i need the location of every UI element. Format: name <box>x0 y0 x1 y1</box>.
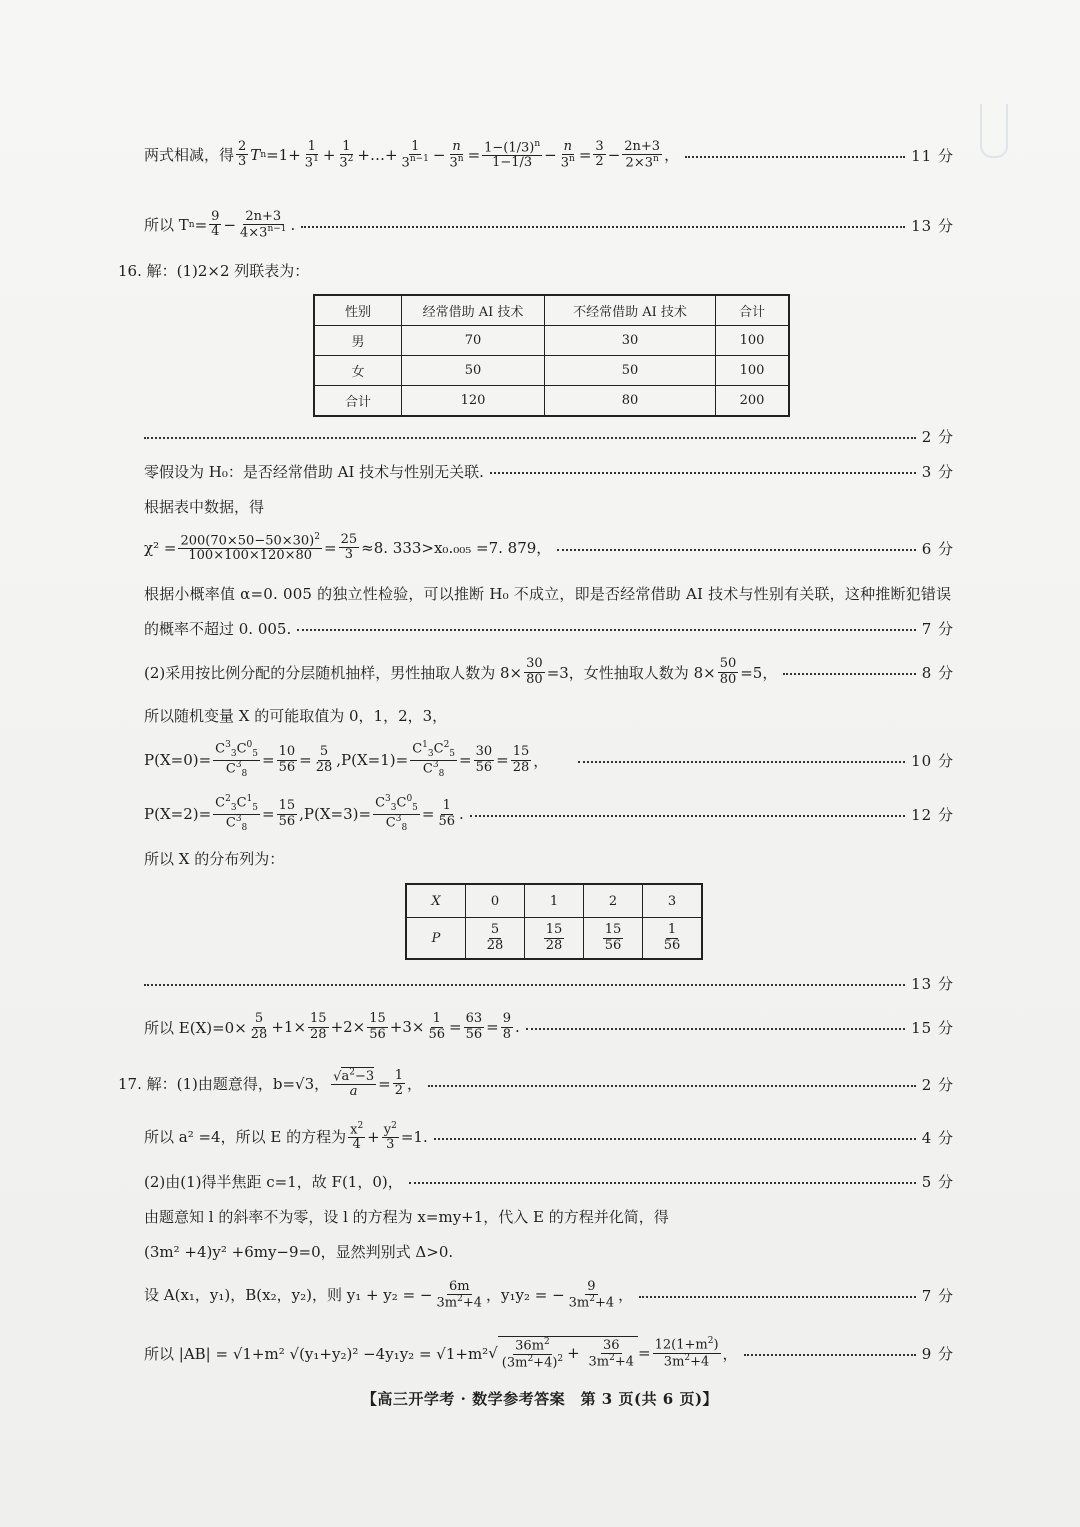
table-cell <box>466 918 525 960</box>
line-error-probability <box>144 616 954 640</box>
text: ，y₁y₂ = − <box>486 1286 565 1305</box>
table-cell: 3 <box>643 884 703 918</box>
text: 17. 解：(1)由题意得，b=√3， <box>118 1075 330 1094</box>
table-header: 合计 <box>716 295 790 326</box>
text: ,P(X=1)= <box>336 751 409 769</box>
denominator: 56 <box>604 937 622 953</box>
text: 设 A(x₁，y₁)，B(x₂，y₂)，则 y₁ + y₂ = − <box>144 1286 433 1305</box>
line-score-2 <box>144 424 954 448</box>
table-row <box>314 326 789 356</box>
score-label: 9 分 <box>921 1344 954 1363</box>
text: P(X=0)= <box>144 751 212 769</box>
table-cell: 男 <box>314 326 402 356</box>
text: P(X=2)= <box>144 805 212 823</box>
score-label: 8 分 <box>921 663 954 682</box>
line-subtract-equations: 两式相减，得 $\frac{2}{3}$ T n =1+ $\frac{1}{3^1}$ + $\frac{1}{3^2}$ +…+ $\frac{1}{3^{n-1}}$ − $\frac{n}{3^n}$ = $\frac{1-(1/3)^n}{1-1/3}$ − $\frac{n}{3^n}$ = $\frac{3}{2}$ − $\frac{2n+3}{2\times 3^n}$ ， 11 分 <box>144 138 954 171</box>
table-row <box>406 918 702 960</box>
score-label: 5 分 <box>921 1172 954 1191</box>
line-possible-values <box>144 703 954 727</box>
distribution-table <box>405 883 703 960</box>
question-16-heading <box>118 258 954 282</box>
text: 零假设为 H₀：是否经常借助 AI 技术与性别无关联. <box>144 462 484 481</box>
table-header: P <box>406 918 466 960</box>
line-score-13 <box>144 971 954 995</box>
text: T <box>250 145 261 164</box>
line-vieta: 设 A(x₁，y₁)，B(x₂，y₂)，则 y₁ + y₂ = − $\frac{6m}{3m^2+4}$ ，y₁y₂ = − $\frac{9}{3m^2+4}$ ， 7 分 <box>144 1278 954 1311</box>
text: 所以随机变量 X 的可能取值为 0，1，2，3， <box>144 706 448 725</box>
numerator: 5 <box>490 922 500 938</box>
score-label: 10 分 <box>911 751 954 770</box>
line-expectation: 所以 E(X)=0× $\frac{5}{28}$ +1× $\frac{15}{28}$ +2× $\frac{15}{56}$ +3× $\frac{1}{56}$ = $\frac{63}{56}$ = $\frac{9}{8}$ . 15 分 <box>144 1011 954 1042</box>
denominator: 56 <box>663 937 681 953</box>
numerator: 1 <box>667 922 677 938</box>
table-header: 不经常借助 AI 技术 <box>545 295 716 326</box>
table-cell: 100 <box>716 326 790 356</box>
table-cell <box>643 918 703 960</box>
line-chord-length: 所以 |AB| = √1+m² √(y₁+y₂)² −4y₁y₂ = √1+m² √ $\frac{36m^2}{(3m^2+4)^2}$ + $\frac{36}{3m^2+4}$ = $\frac{12(1+m^2)}{3m^2+4}$ ， 9 分 <box>144 1335 954 1370</box>
table-cell: 30 <box>545 326 716 356</box>
text: ,P(X=3)= <box>299 805 372 823</box>
score-label: 7 分 <box>921 619 954 638</box>
line-Tn-result: 所以 T n = $\frac{9}{4}$ − $\frac{2n+3}{4\times 3^{n-1}}$ . 13 分 <box>144 208 954 241</box>
page-footer: 【高三开学考 · 数学参考答案 第 3 页(共 6 页)】 <box>361 1390 719 1408</box>
line-null-hypothesis <box>144 459 954 483</box>
line-independence-test <box>144 581 954 605</box>
score-label: 15 分 <box>911 1018 954 1037</box>
denominator: 28 <box>486 937 504 953</box>
text: 所以 E(X)=0× <box>144 1018 247 1037</box>
line-stratified-sampling: (2)采用按比例分配的分层随机抽样，男性抽取人数为 8× $\frac{30}{80}$ =3，女性抽取人数为 8× $\frac{50}{80}$ =5， 8 分 <box>144 656 954 687</box>
table-header: 性别 <box>314 295 402 326</box>
text: 根据表中数据，得 <box>144 497 265 516</box>
table-cell: 100 <box>716 356 790 386</box>
text: 所以 |AB| = √1+m² √(y₁+y₂)² −4y₁y₂ = √1+m² <box>144 1344 489 1363</box>
table-cell: 2 <box>584 884 643 918</box>
score-label: 6 分 <box>921 539 954 558</box>
table-cell: 合计 <box>314 386 402 417</box>
score-label: 7 分 <box>921 1286 954 1305</box>
table-cell: 200 <box>716 386 790 417</box>
line-ellipse-equation: 所以 a² =4，所以 E 的方程为 $\frac{x^2}{4}$ + $\frac{y^2}{3}$ =1. 4 分 <box>144 1120 954 1153</box>
text: (3m² +4)y² +6my−9=0，显然判别式 Δ>0. <box>144 1242 454 1261</box>
table-cell: 50 <box>402 356 545 386</box>
page-corner-mark <box>980 104 1008 158</box>
table-header: 经常借助 AI 技术 <box>402 295 545 326</box>
score-label: 4 分 <box>921 1128 954 1147</box>
line-chi-square: χ² = $\frac{200(70\times 50-50\times 30)^2}{100\times 100\times 120\times 80}$ = $\frac{25}{3}$ ≈8. 333>x₀.₀₀₅ =7. 879， 6 分 <box>144 531 954 564</box>
text: 所以 T <box>144 216 189 235</box>
score-label: 2 分 <box>921 427 954 446</box>
line-probabilities-0-1: P(X=0)= $\frac{C^3_3C^0_5}{C^3_8}$ = $\frac{10}{56}$ = $\frac{5}{28}$ ,P(X=1)= $\frac{C^1_3C^2_5}{C^3_8}$ = $\frac{30}{56}$ = $\frac{15}{28}$ ， 10 分 <box>144 739 954 779</box>
score-label: 11 分 <box>911 146 954 165</box>
text: χ² = <box>144 538 177 557</box>
numerator: 15 <box>604 922 622 938</box>
score-label: 2 分 <box>921 1075 954 1094</box>
denominator: 28 <box>545 937 563 953</box>
table-cell: 70 <box>402 326 545 356</box>
question-17-heading: 17. 解：(1)由题意得，b=√3， $\frac{√a^2-3}{a}$ = $\frac{1}{2}$ ， 2 分 <box>118 1067 954 1100</box>
table-cell: 女 <box>314 356 402 386</box>
table-cell: 120 <box>402 386 545 417</box>
text: 16. 解：(1)2×2 列联表为： <box>118 261 310 280</box>
line-from-table <box>144 494 954 518</box>
table-row <box>314 356 789 386</box>
text: 的概率不超过 0. 005. <box>144 619 292 638</box>
table-row <box>314 386 789 417</box>
text: 所以 a² =4，所以 E 的方程为 <box>144 1128 347 1147</box>
text: 由题意知 l 的斜率不为零，设 l 的方程为 x=my+1，代入 E 的方程并化简，得 <box>144 1207 669 1226</box>
text: 两式相减，得 <box>144 146 235 165</box>
line-focus <box>144 1169 954 1193</box>
text: =3，女性抽取人数为 8× <box>546 663 716 682</box>
table-cell: 0 <box>466 884 525 918</box>
line-probabilities-2-3: P(X=2)= $\frac{C^2_3C^1_5}{C^3_8}$ = $\frac{15}{56}$ ,P(X=3)= $\frac{C^3_3C^0_5}{C^3_8}$ = $\frac{1}{56}$ . 12 分 <box>144 793 954 833</box>
text: 所以 X 的分布列为： <box>144 849 285 868</box>
text: ≈8. 333>x₀.₀₀₅ =7. 879， <box>361 539 552 558</box>
contingency-table <box>313 294 790 417</box>
score-label: 13 分 <box>911 216 954 235</box>
numerator: 15 <box>545 922 563 938</box>
line-quadratic <box>144 1239 954 1263</box>
text: (2)由(1)得半焦距 c=1，故 F(1，0)， <box>144 1172 403 1191</box>
table-cell <box>584 918 643 960</box>
table-cell: 80 <box>545 386 716 417</box>
table-cell: 50 <box>545 356 716 386</box>
text: (2)采用按比例分配的分层随机抽样，男性抽取人数为 8× <box>144 663 523 682</box>
score-label: 3 分 <box>921 462 954 481</box>
score-label: 12 分 <box>911 805 954 824</box>
text: =5， <box>740 663 778 682</box>
table-header: X <box>406 884 466 918</box>
score-label: 13 分 <box>911 974 954 993</box>
text: 根据小概率值 α=0. 005 的独立性检验，可以推断 H₀ 不成立，即是否经常借助 AI 技术与性别有关联，这种推断犯错误 <box>144 584 952 603</box>
table-cell <box>525 918 584 960</box>
table-cell: 1 <box>525 884 584 918</box>
table-row <box>406 884 702 918</box>
text: =1. <box>400 1127 428 1146</box>
line-distribution-intro <box>144 846 954 870</box>
text: =1+ <box>266 145 301 164</box>
line-line-equation <box>144 1204 954 1228</box>
